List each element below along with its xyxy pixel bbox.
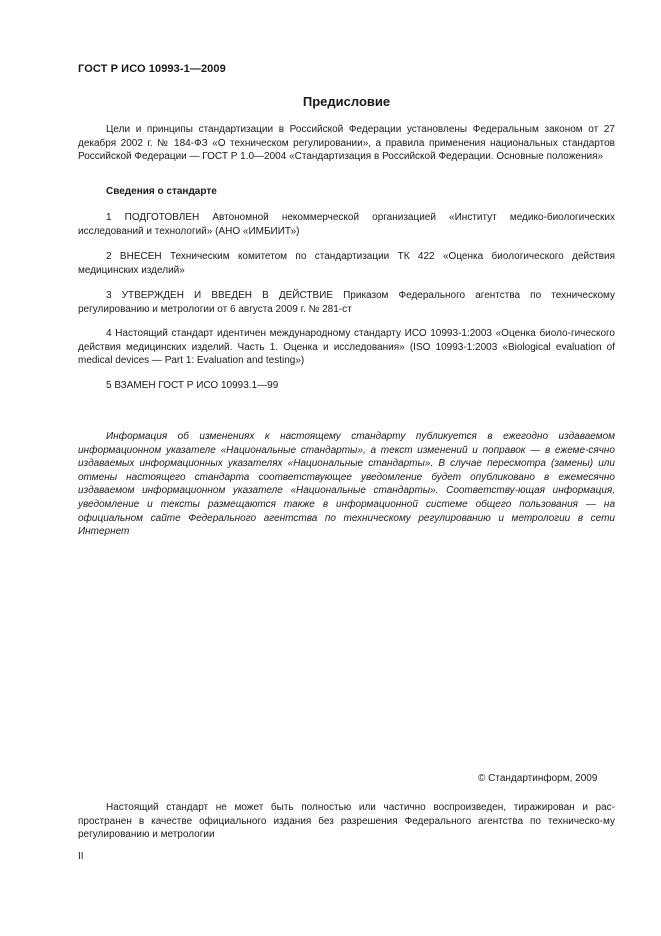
- list-item: 1 ПОДГОТОВЛЕН Автономной некоммерческой организацией «Институт медико-биологических исследований и технологий» (АНО «ИМБИИТ»): [78, 212, 615, 237]
- list-item: 2 ВНЕСЕН Техническим комитетом по стандартизации ТК 422 «Оценка биологического действия медицинских изделий»: [78, 251, 615, 276]
- standard-info-item-1: [78, 211, 615, 238]
- standard-info-item-4: [78, 327, 615, 368]
- changes-notice-text: Информация об изменениях к настоящему стандарту публикуется в ежегодно издаваемом информационном указателе «Национальные стандарты», а текст изменений и поправок — в ежеме-сячно издаваемых информационных указателях «Национальные стандарты». В случае пересмотра (замены) или отмены настоящего стандарта соответствующее уведомление будет опубликовано в ежемесячно издаваемом информационном указателе «Национальные стандарты». Соответству-ющая информация, уведомление и тексты размещаются также в информационной системе общего пользования — на официальном сайте Федерального агентства по техническому регулированию и метрологии в сети Интернет: [78, 431, 615, 538]
- copyright-line: © Стандартинформ, 2009: [478, 773, 598, 784]
- list-item: 5 ВЗАМЕН ГОСТ Р ИСО 10993.1—99: [106, 380, 279, 391]
- standard-info-item-3: [78, 289, 615, 316]
- page-number: II: [78, 851, 84, 862]
- reproduction-notice-text: Настоящий стандарт не может быть полностью или частично воспроизведен, тиражирован и рас-пространен в качестве официального издания без разрешения Федерального агентства по техническо-му регулированию и метрологии: [78, 802, 615, 841]
- intro-text: Цели и принципы стандартизации в Российской Федерации установлены Федеральным законом от 27 декабря 2002 г. № 184-ФЗ «О техническом регулировании», а правила применения национальных стандартов Российской Федерации — ГОСТ Р 1.0—2004 «Стандартизация в Российской Федерации. Основные положения»: [78, 124, 615, 163]
- standard-info-item-5: [78, 379, 615, 393]
- changes-notice: [78, 430, 615, 539]
- standard-info-item-2: [78, 250, 615, 277]
- reproduction-notice: [78, 801, 615, 842]
- intro-paragraph: [78, 123, 615, 164]
- document-code-header: ГОСТ Р ИСО 10993-1—2009: [78, 63, 226, 75]
- list-item: 3 УТВЕРЖДЕН И ВВЕДЕН В ДЕЙСТВИЕ Приказом Федерального агентства по техническому регулированию и метрологии от 6 августа 2009 г. № 281-ст: [78, 290, 615, 315]
- standard-info-heading: Сведения о стандарте: [106, 186, 217, 197]
- list-item: 4 Настоящий стандарт идентичен международному стандарту ИСО 10993-1:2003 «Оценка биоло-гического действия медицинских изделий. Часть 1. Оценка и исследования» (ISO 10993-1:2003 «Biological evaluation of medical devices — Part 1: Evaluation and testing»): [78, 328, 615, 367]
- page-title: Предисловие: [302, 94, 391, 109]
